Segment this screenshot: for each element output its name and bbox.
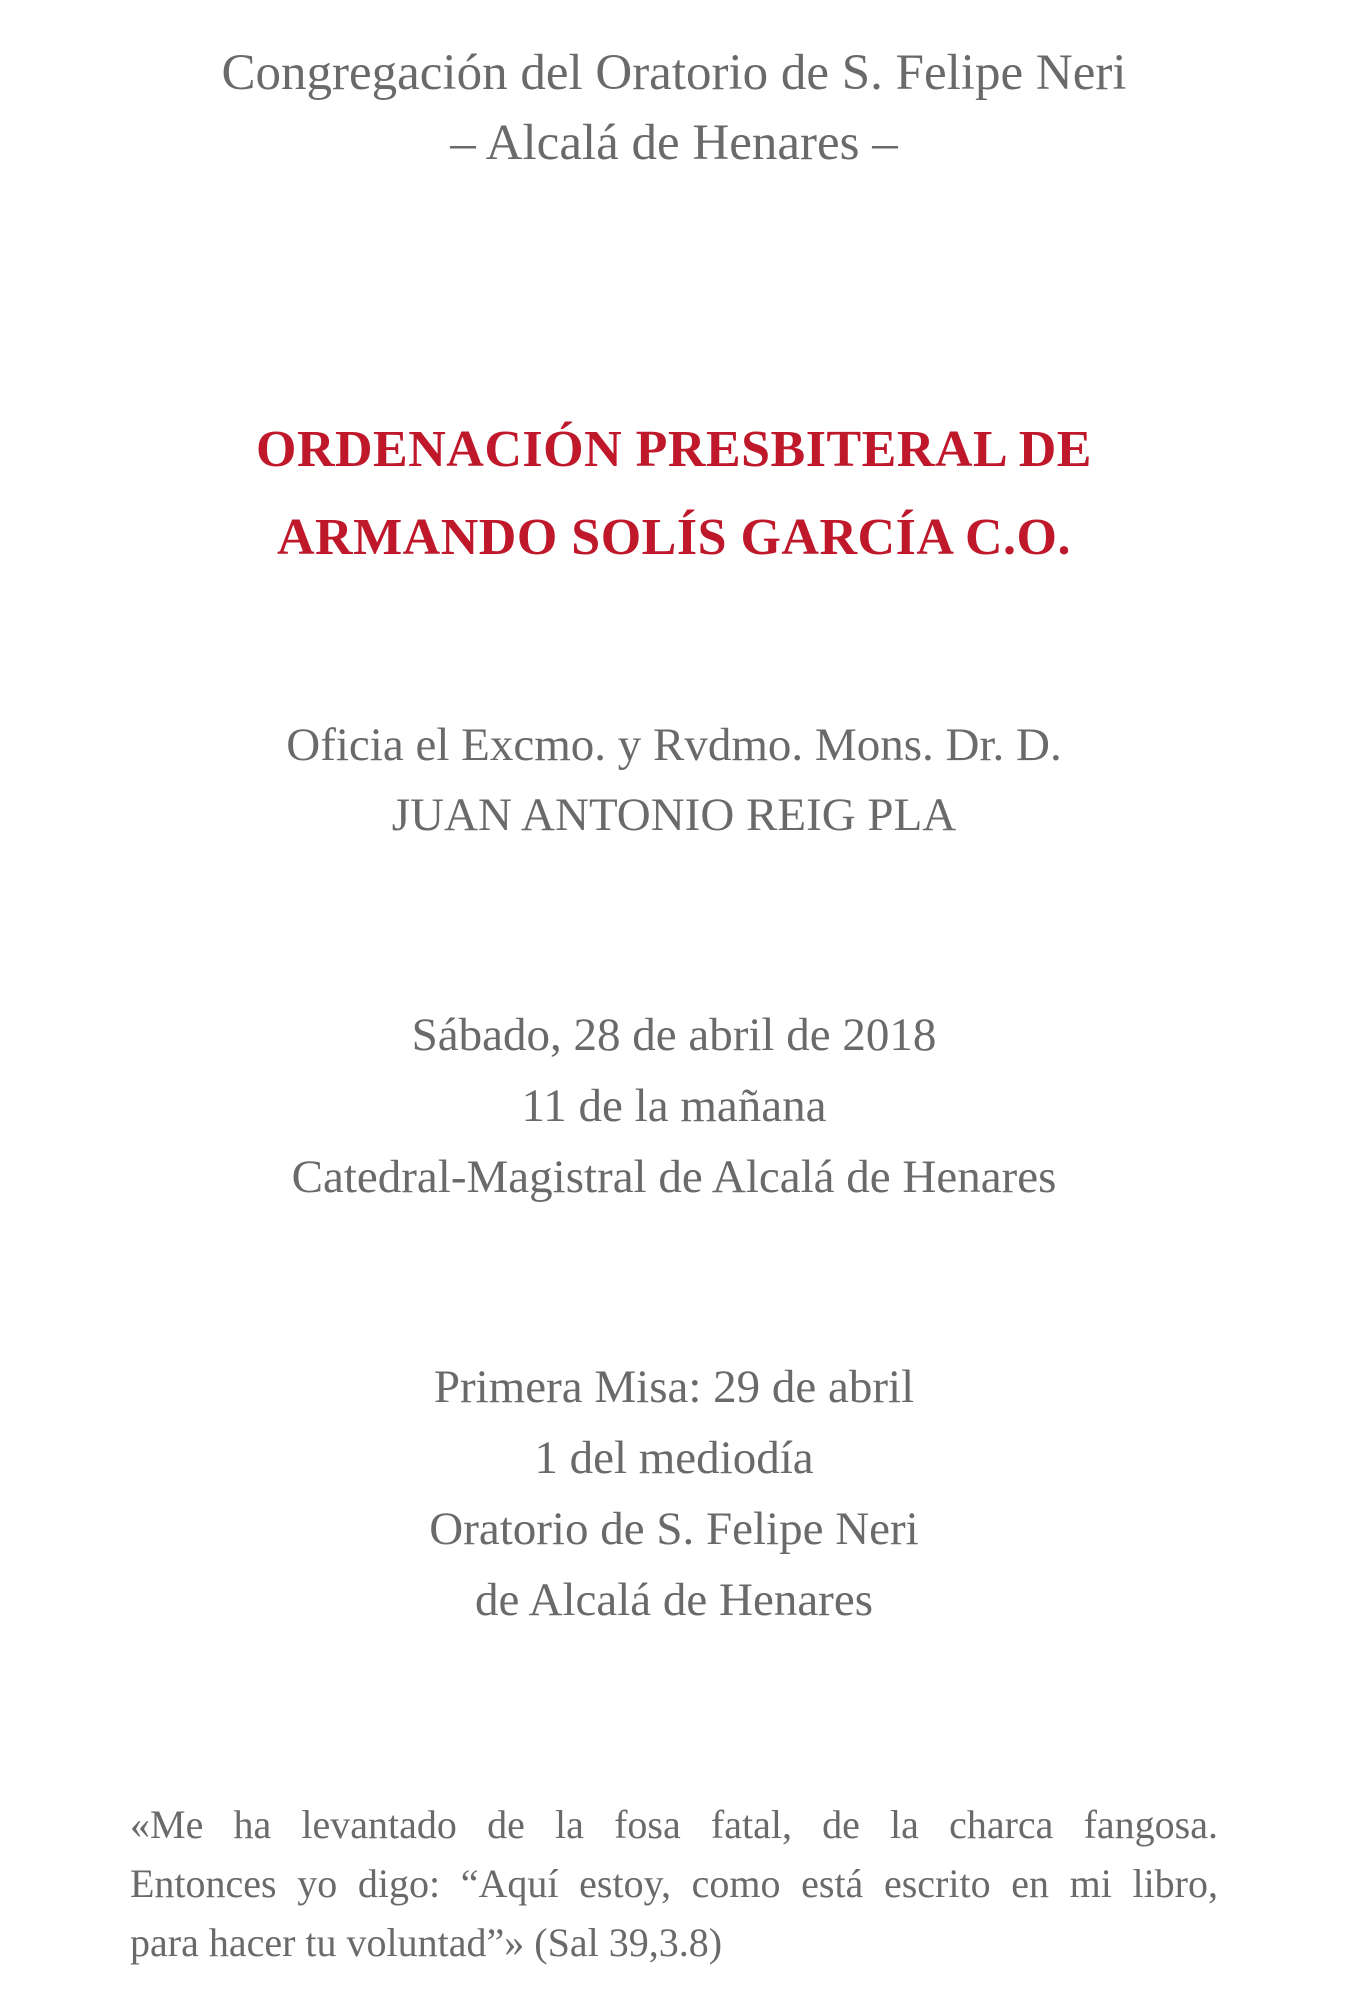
ordination-date: Sábado, 28 de abril de 2018 xyxy=(411,1009,937,1061)
organization-name: Congregación del Oratorio de S. Felipe Neri xyxy=(221,45,1127,101)
ordination-place: Catedral-Magistral de Alcalá de Henares xyxy=(291,1151,1057,1203)
first-mass-place-line-1: Oratorio de S. Felipe Neri xyxy=(429,1503,919,1555)
quote-line-2: Entonces yo digo: “Aquí estoy, como está escrito en mi libro, xyxy=(130,1861,1218,1906)
officiant-section xyxy=(0,710,1348,850)
quote-line-3: para hacer tu voluntad”» (Sal 39,3.8) xyxy=(130,1920,723,1965)
ordination-details xyxy=(0,1000,1348,1213)
organization-header xyxy=(0,38,1348,178)
quote-line-1: «Me ha levantado de la fosa fatal, de la charca fangosa. xyxy=(130,1802,1218,1847)
officiant-title: Oficia el Excmo. y Rvdmo. Mons. Dr. D. xyxy=(286,719,1062,771)
title-line-1: ORDENACIÓN PRESBITERAL DE xyxy=(256,421,1092,478)
ordination-time: 11 de la mañana xyxy=(521,1080,827,1132)
scripture-quote xyxy=(130,1795,1218,1972)
first-mass-date: Primera Misa: 29 de abril xyxy=(433,1361,915,1413)
ordination-title xyxy=(0,406,1348,582)
title-line-2: ARMANDO SOLÍS GARCÍA C.O. xyxy=(276,509,1072,566)
first-mass-details xyxy=(0,1352,1348,1636)
officiant-name: JUAN ANTONIO REIG PLA xyxy=(391,789,957,841)
first-mass-place-line-2: de Alcalá de Henares xyxy=(475,1574,873,1626)
organization-location: – Alcalá de Henares – xyxy=(450,115,898,171)
first-mass-time: 1 del mediodía xyxy=(534,1432,814,1484)
